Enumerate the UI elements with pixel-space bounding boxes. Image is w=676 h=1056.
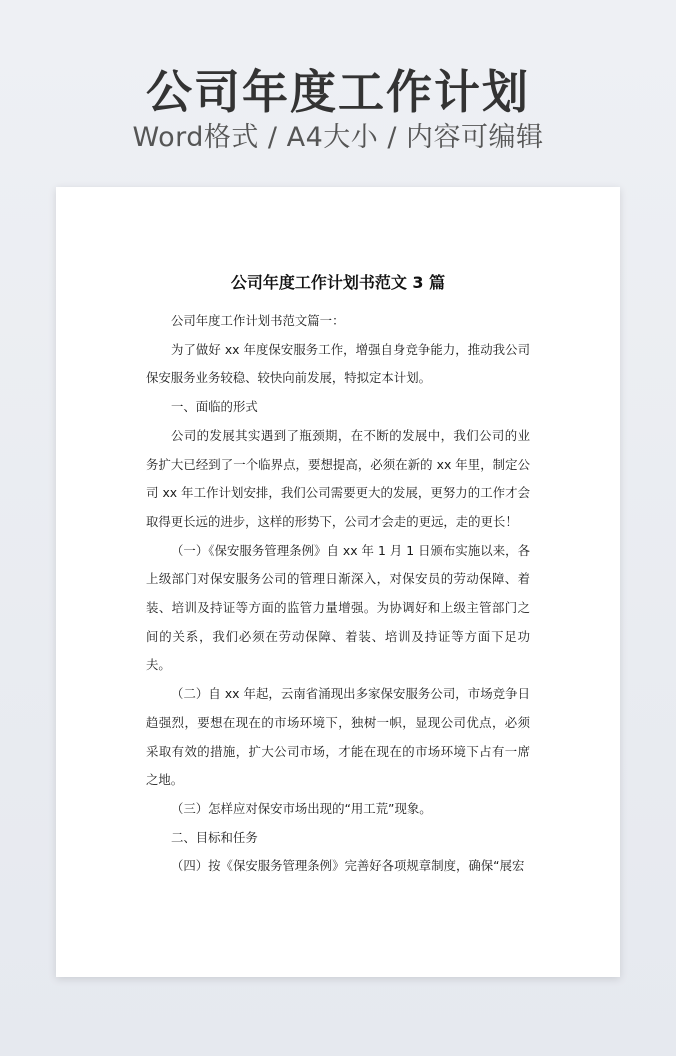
- doc-paragraph: （一）《保安服务管理条例》自 xx 年 1 月 1 日颁布实施以来，各上级部门对保安服务公司的管理日渐深入，对保安员的劳动保障、着装、培训及持证等方面的监管力量增强。为协调好和上级主管部门之间的关系，我们必须在劳动保障、着装、培训及持证等方面下足功夫。: [146, 542, 530, 673]
- banner-subtitle: Word格式 / A4大小 / 内容可编辑: [132, 122, 544, 153]
- doc-paragraph: （二）自 xx 年起，云南省涌现出多家保安服务公司，市场竞争日趋强烈，要想在现在的市场环境下，独树一帜，显现公司优点，必须采取有效的措施，扩大公司市场，才能在现在的市场环境下占有一席之地。: [146, 686, 530, 788]
- banner-title: 公司年度工作计划: [146, 65, 530, 119]
- document-page: [56, 187, 620, 977]
- document-body: [146, 307, 530, 881]
- doc-heading: 二、目标和任务: [171, 829, 258, 845]
- doc-paragraph: 公司年度工作计划书范文篇一：: [171, 313, 345, 328]
- doc-paragraph: 公司的发展其实遇到了瓶颈期，在不断的发展中，我们公司的业务扩大已经到了一个临界点，要想提高，必须在新的 xx 年里，制定公司 xx 年工作计划安排，我们公司需要更大的发展，更努力的工作才会取得更长远的进步，这样的形势下，公司才会走的更远，走的更长！: [146, 427, 530, 529]
- doc-paragraph: 为了做好 xx 年度保安服务工作，增强自身竞争能力，推动我公司保安服务业务较稳、较快向前发展，特拟定本计划。: [146, 341, 530, 386]
- doc-paragraph: （四）按《保安服务管理条例》完善好各项规章制度，确保“展宏: [171, 858, 525, 874]
- doc-heading: 一、面临的形式: [171, 399, 258, 415]
- doc-paragraph: （三）怎样应对保安市场出现的“用工荒”现象。: [171, 800, 432, 816]
- document-title: 公司年度工作计划书范文 3 篇: [230, 273, 446, 292]
